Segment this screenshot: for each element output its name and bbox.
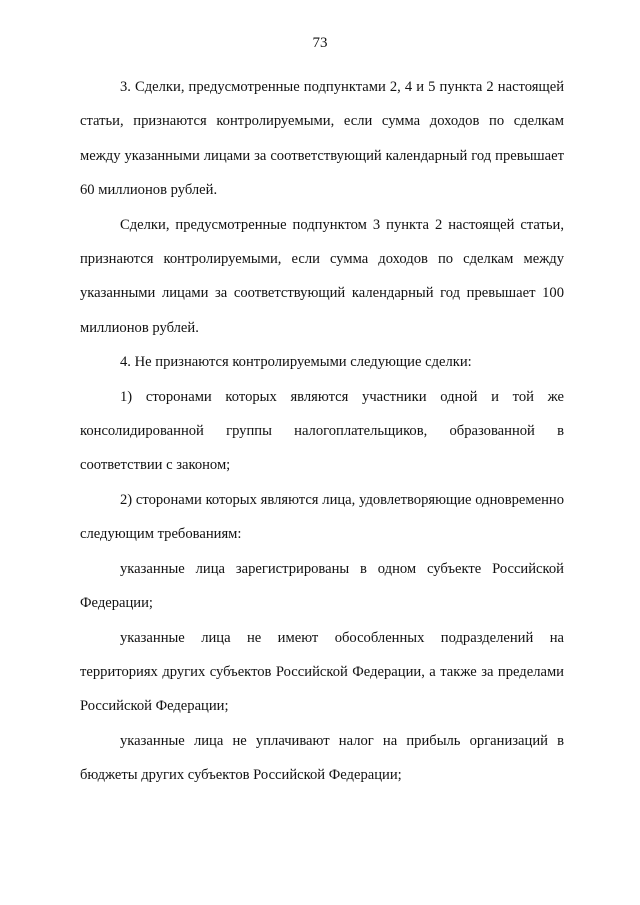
paragraph-requirement-registration: указанные лица зарегистрированы в одном субъекте Российской Федерации; bbox=[80, 560, 564, 612]
page-number: 73 bbox=[312, 35, 328, 51]
paragraph-subclause-3-threshold: Сделки, предусмотренные подпунктом 3 пункта 2 настоящей статьи, признаются контролируемыми, если сумма доходов по сделкам между указанными лицами за соответствующий календарный год превышает 100 миллионов рублей. bbox=[80, 216, 564, 336]
paragraph-clause-3: 3. Сделки, предусмотренные подпунктами 2, 4 и 5 пункта 2 настоящей статьи, признаются контролируемыми, если сумма доходов по сделкам между указанными лицами за соответствующий календарный год превышает 60 миллионов рублей. bbox=[80, 79, 564, 199]
paragraph-item-2: 2) сторонами которых являются лица, удовлетворяющие одновременно следующим требованиям: bbox=[80, 491, 564, 543]
paragraph-requirement-no-branches: указанные лица не имеют обособленных подразделений на территориях других субъектов Российской Федерации, а также за пределами Российской Федерации; bbox=[80, 629, 564, 715]
paragraph-clause-4: 4. Не признаются контролируемыми следующие сделки: bbox=[120, 354, 472, 371]
paragraph-requirement-tax: указанные лица не уплачивают налог на прибыль организаций в бюджеты других субъектов Российской Федерации; bbox=[80, 732, 564, 784]
document-body bbox=[80, 70, 564, 793]
paragraph-item-1: 1) сторонами которых являются участники одной и той же консолидированной группы налогоплательщиков, образованной в соответствии с законом; bbox=[80, 388, 564, 474]
